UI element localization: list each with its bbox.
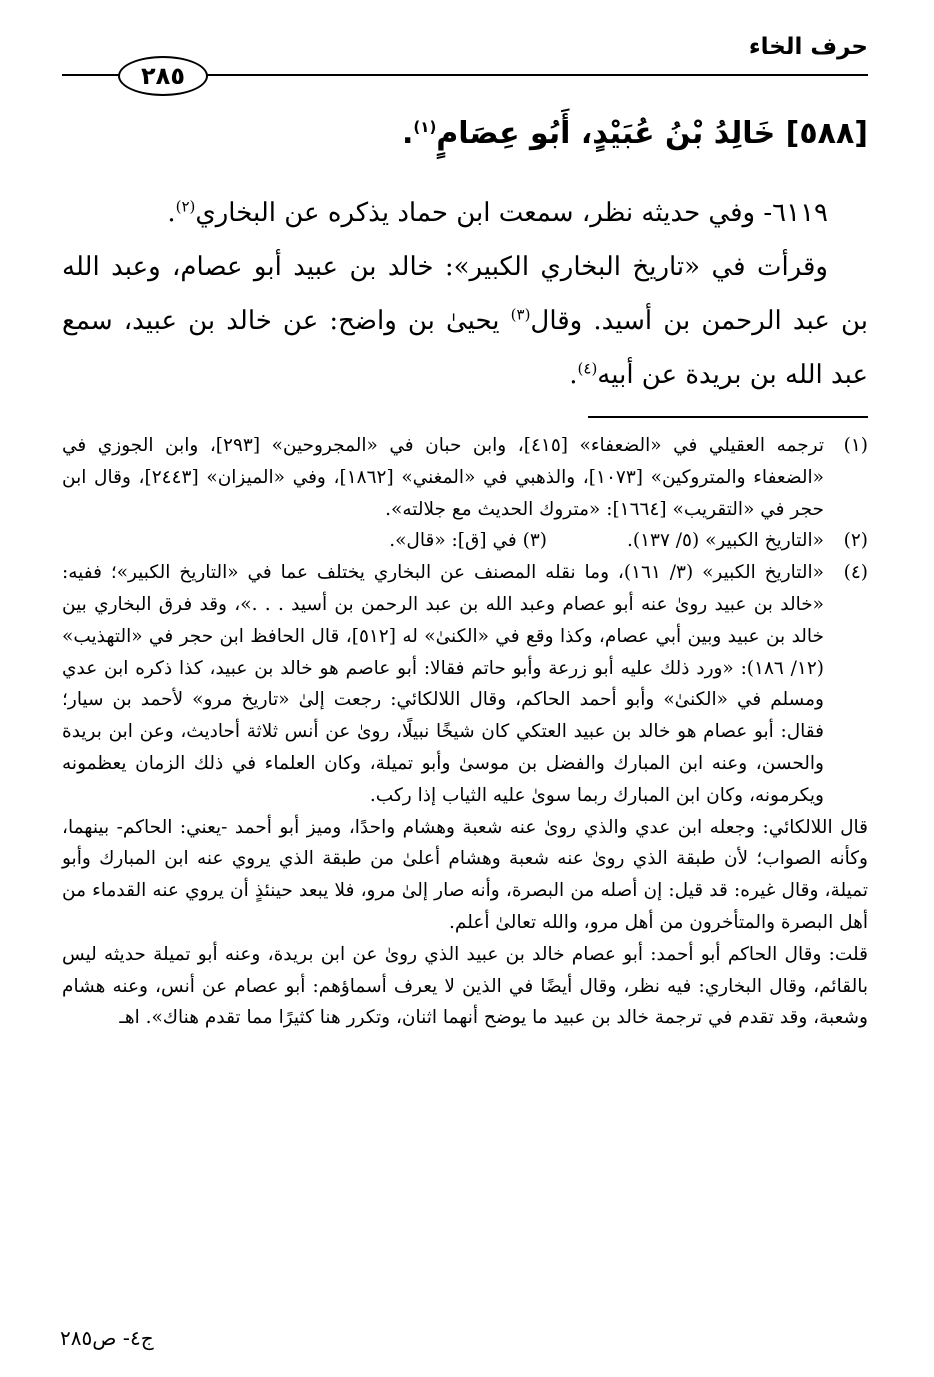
- body-paragraph-1: [62, 186, 868, 240]
- footnote-ref[interactable]: (٤): [577, 359, 598, 378]
- footnote-ref[interactable]: (١): [413, 118, 437, 136]
- footnote-paragraph: قال اللالكائي: وجعله ابن عدي والذي روىٰ عنه شعبة وهشام واحدًا، وميز أبو أحمد -يعني: الحاكم- بينهما، وكأنه الصواب؛ لأن طبقة الذي روىٰ عنه شعبة وهشام أعلىٰ من طبقة الذي يروي عنه ابن المبارك وأبو تميلة، وقال غيره: قد قيل: إن أصله من البصرة، وأنه صار إلىٰ مرو، فلا يبعد حينئذٍ أن يروي عنه القدماء من أهل البصرة والمتأخرون من أهل مرو، والله تعالىٰ أعلم.: [62, 816, 868, 933]
- footnote-number: (٢): [843, 530, 868, 552]
- footnote-paragraph: قلت: وقال الحاكم أبو أحمد: أبو عصام خالد بن عبيد الذي روىٰ عن ابن بريدة، وعنه أبو تميلة حديثه ليس بالقائم، وقال البخاري: فيه نظر، وقال أيضًا في الذين لا يعرف أسماؤهم: أبو عصام عن أنس، وعنه هشام وشعبة، وقد تقدم في ترجمة خالد بن عبيد ما يوضح أنهما اثنان، وتكرر هنا كثيرًا مما تقدم هناك». اهـ: [62, 943, 868, 1029]
- footnote-separator: [588, 416, 868, 418]
- footnote-ref[interactable]: (٢): [175, 197, 196, 216]
- footnote-number: (١): [843, 435, 868, 456]
- body-text: ٦١١٩- وفي حديثه نظر، سمعت ابن حماد يذكره عن البخاري: [195, 198, 828, 228]
- footnote-number: (٤): [843, 562, 868, 584]
- page-number-badge: ٢٨٥: [118, 56, 208, 96]
- footnote-2-3: [62, 525, 868, 557]
- footnote-text: ترجمه العقيلي في «الضعفاء» [٤١٥]، وابن حبان في «المجروحين» [٢٩٣]، وابن الجوزي في «الضعفاء والمتروكين» [١٠٧٣]، والذهبي في «المغني» [١٨٦٢]، وفي «الميزان» [٢٤٤٣]، وقال ابن حجر في «التقريب» [١٦٦٤]: «متروك الحديث مع جلالته».: [62, 435, 824, 520]
- footnote-4: [62, 557, 868, 811]
- entry-heading: [402, 116, 868, 151]
- volume-page-marker: ج٤- ص٢٨٥: [60, 1326, 154, 1350]
- body-text: يحيىٰ بن واضح: عن خالد بن عبيد، سمع عبد الله بن بريدة عن أبيه: [62, 306, 868, 390]
- footnote-1: [62, 430, 868, 525]
- entry-heading-text: [٥٨٨] خَالِدُ بْنُ عُبَيْدٍ، أَبُو عِصَامٍ: [436, 116, 868, 151]
- footnote-4-continuation: [62, 812, 868, 1035]
- footnote-text: في [ق]: «قال».: [389, 530, 517, 552]
- body-text: وقرأت في «تاريخ البخاري الكبير»: خالد بن عبيد أبو عصام، وعبد الله بن عبد الرحمن بن أسيد. وقال: [62, 252, 868, 336]
- section-title: حرف الخاء: [748, 34, 868, 60]
- main-text: [62, 186, 868, 402]
- footnote-3: [389, 525, 547, 557]
- footnote-4-body: [62, 557, 824, 811]
- heading-end: .: [402, 116, 414, 151]
- body-paragraph-2: [62, 240, 868, 402]
- footnote-ref[interactable]: (٣): [510, 305, 531, 324]
- footnote-text: «التاريخ الكبير» (٣/ ١٦١)، وما نقله المصنف عن البخاري يختلف عما في «التاريخ الكبير»؛ ففيه: «خالد بن عبيد روىٰ عنه أبو عصام وعبد الله بن عبد الرحمن بن أسيد . . .»، وقد فرق البخاري بين خالد بن عبيد وبين أبي عصام، وكذا وقع في «الكنىٰ» له [٥١٢]، قال الحافظ ابن حجر في «التهذيب» (١٢/ ١٨٦): «ورد ذلك عليه أبو زرعة وأبو حاتم فقالا: أبو عاصم هو خالد بن عبيد، كذا ذكره ابن عدي ومسلم في «الكنىٰ» وأبو أحمد الحاكم، وقال اللالكائي: رجعت إلىٰ «تاريخ مرو» لأحمد بن سيار؛ فقال: أبو عصام هو خالد بن عبيد العتكي كان شيخًا نبيلًا، روىٰ عن أنس ثلاثة أحاديث، وعن ابن بريدة والحسن، وعنه ابن المبارك والفضل بن موسىٰ وأبو تميلة، وكان العلماء في ذلك الزمان يعظمونه ويكرمونه، وكان ابن المبارك ربما سوىٰ عليه الثياب إذا ركب.: [62, 562, 824, 806]
- footnote-row: [62, 525, 824, 557]
- body-text-end: .: [167, 198, 176, 228]
- body-text-end: .: [569, 360, 578, 390]
- footnote-text: «التاريخ الكبير» (٥/ ١٣٧).: [627, 530, 824, 552]
- footnotes: [62, 430, 868, 1034]
- footnote-number: (٣): [522, 530, 547, 552]
